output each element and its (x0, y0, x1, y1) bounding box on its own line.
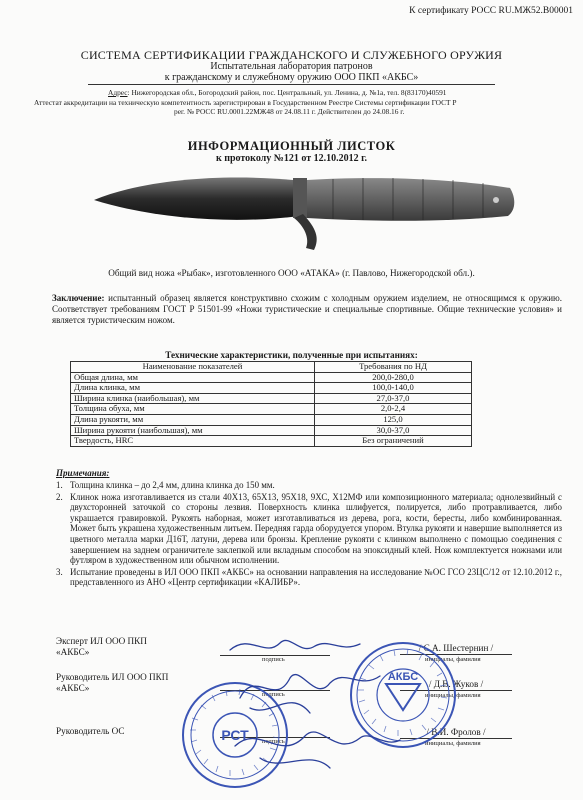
document-title: ИНФОРМАЦИОННЫЙ ЛИСТОК (187, 139, 396, 153)
lab-head-signature-label: подпись (262, 691, 285, 698)
note-number: 3. (56, 566, 63, 577)
knife-blade (94, 177, 300, 219)
expert-title-line1: Эксперт ИЛ ООО ПКП (56, 636, 147, 646)
table-header-row (71, 362, 472, 373)
table-row (71, 372, 472, 383)
lab-head-name-label: инициалы, фамилия (425, 692, 481, 699)
conclusion-label: Заключение: (52, 293, 105, 303)
notes-heading: Примечания: (56, 468, 110, 478)
lab-name-line1: Испытательная лаборатория патронов (210, 61, 373, 72)
row-value: 27,0-37,0 (315, 393, 472, 404)
notes-list (56, 480, 562, 589)
table-row (71, 414, 472, 425)
row-label: Ширина рукояти (наибольшая), мм (71, 425, 315, 436)
table-row (71, 425, 472, 436)
accreditation-line2: рег. № РОСС RU.0001.22МЖ48 от 24.08.11 г. Действителен до 24.08.16 г. (174, 107, 405, 116)
row-value: 30,0-37,0 (315, 425, 472, 436)
notes-heading-text: Примечания (56, 468, 107, 478)
address-label: Адрес (108, 88, 128, 97)
lab-head-title-line1: Руководитель ИЛ ООО ПКП (56, 672, 169, 682)
table-row (71, 404, 472, 415)
row-label: Длина клинка, мм (71, 383, 315, 394)
expert-name-label: инициалы, фамилия (425, 656, 481, 663)
note-item (56, 480, 562, 491)
characteristics-table (70, 361, 472, 447)
row-label: Твердость, HRC (71, 436, 315, 447)
expert-signature-label: подпись (262, 656, 285, 663)
note-text: Толщина клинка – до 2,4 мм, длина клинка до 150 мм. (70, 480, 275, 490)
knife-photo (88, 168, 518, 258)
accreditation-line1: Аттестат аккредитации на техническую компетентность зарегистрирован в Государственном Реестре Системы сертификации ГОСТ Р (34, 98, 457, 107)
conclusion-text: испытанный образец является конструктивно схожим с холодным оружием изделием, не относящимся к оружию. Соответствует требованиям ГОСТ Р 51501-99 «Ножи туристические и специальные спортивные. Общие технические условия» и является туристическим ножом. (52, 293, 562, 325)
table-row (71, 393, 472, 404)
lab-name-line2: к гражданскому и служебному оружию ООО ПКП «АКБС» (164, 72, 419, 83)
gost-stamp-text: РСТ (221, 727, 249, 743)
row-label: Общая длина, мм (71, 372, 315, 383)
note-number: 1. (56, 480, 63, 490)
address-text: : Нижегородская обл., Богородский район, пос. Центральный, ул. Ленина, д. №1а, тел. 8(83170)40591 (127, 88, 447, 97)
protocol-reference: к протоколу №121 от 12.10.2012 г. (215, 153, 368, 164)
expert-title-line2: «АКБС» (56, 647, 90, 657)
lab-head-title-line2: «АКБС» (56, 683, 90, 693)
table-header: Наименование показателей (71, 362, 315, 373)
os-head-name-label: инициалы, фамилия (425, 740, 481, 747)
row-label: Толщина обуха, мм (71, 404, 315, 415)
handwritten-signatures (220, 628, 410, 788)
table-header: Требования по НД (315, 362, 472, 373)
knife-guard (294, 214, 317, 250)
accreditation-info (34, 98, 582, 116)
header-divider (88, 84, 495, 85)
os-head-name: / В.И. Фролов / (400, 727, 512, 739)
knife-rivet (493, 197, 499, 203)
certification-system-title: СИСТЕМА СЕРТИФИКАЦИИ ГРАЖДАНСКОГО И СЛУЖЕБНОГО ОРУЖИЯ (80, 48, 503, 62)
certificate-number: К сертификату РОСС RU.МЖ52.B00001 (409, 6, 573, 16)
knife-caption: Общий вид ножа «Рыбак», изготовленного ООО «АТАКА» (г. Павлово, Нижегородской обл.). (108, 268, 475, 278)
row-value: 200,0-280,0 (315, 372, 472, 383)
table-row (71, 436, 472, 447)
note-item (56, 492, 562, 566)
conclusion (52, 293, 562, 326)
row-label: Длина рукояти, мм (71, 414, 315, 425)
row-value: Без ограничений (315, 436, 472, 447)
row-value: 2,0-2,4 (315, 404, 472, 415)
row-value: 125,0 (315, 414, 472, 425)
akbs-stamp-text: АКБС (387, 671, 419, 683)
knife-bolster (293, 178, 307, 218)
os-head-title: Руководитель ОС (56, 726, 125, 736)
lab-head-name: / Д.В. Жуков / (400, 679, 512, 691)
note-item (56, 567, 562, 588)
table-caption: Технические характеристики, полученные при испытаниях: (165, 350, 418, 360)
lab-head-title (56, 672, 168, 694)
note-text: Испытание проведены в ИЛ ООО ПКП «АКБС» на основании направления на исследование №ОС ГСО 23ЦС/12 от 12.10.2012 г., представленного из АНО «Центр сертификации «КАЛИБР». (70, 566, 562, 588)
note-number: 2. (56, 491, 63, 502)
table-row (71, 383, 472, 394)
expert-name: / С.А. Шестернин / (400, 643, 512, 655)
expert-title (56, 636, 147, 658)
note-text: Клинок ножа изготавливается из стали 40Х13, 65Х13, 95Х18, 9ХС, Х12МФ или композиционного материала; однолезвийный с двухсторонней заточкой со стороны лезвия. Поверхность клинка шлифуется, полируется, либо протравливается, либо украшается гравировкой. Рукоять наборная, может изготавливаться из дерева, рога, кости, бересты, либо комбинированная. Может быть украшена художественным литьем. Передняя гарда оборудуется упором. Втулка рукояти и навершие выполняется из цветного металла марки Д16Т, латуни, дерева или бронзы. Крепление рукояти с клинком выполнено с помощью соединения с завершением на заднем ограничителе заклепкой или вкладным способом на эпоксидный клей. Нож комплектуется ножнами или футляром в художественном или обычном исполнении. (70, 491, 562, 566)
row-value: 100,0-140,0 (315, 383, 472, 394)
row-label: Ширина клинка (наибольшая), мм (71, 393, 315, 404)
lab-address (108, 88, 578, 97)
os-head-signature-label: подпись (262, 738, 285, 745)
